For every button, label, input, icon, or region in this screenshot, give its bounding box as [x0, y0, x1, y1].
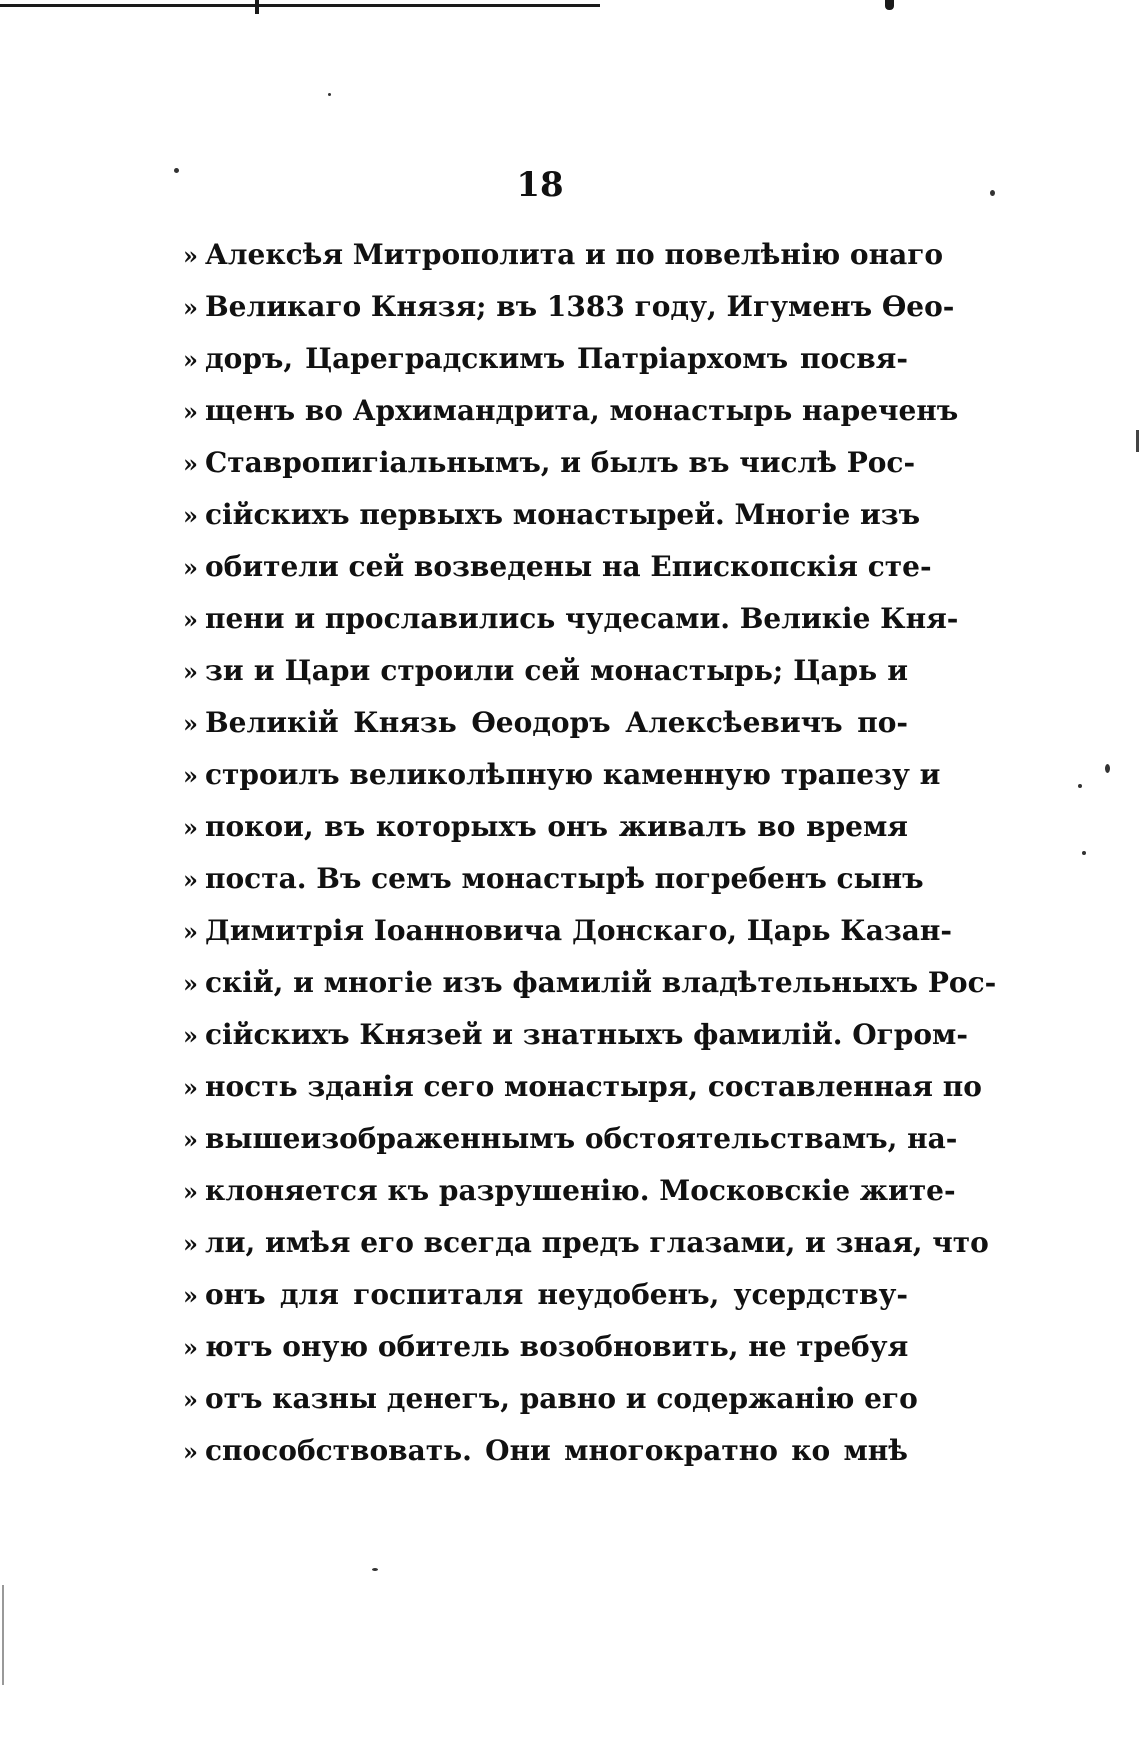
top-rule-tick — [255, 0, 259, 14]
ink-speck — [328, 93, 331, 96]
line-text: вышеизображеннымъ обстоятельствамъ, на- — [205, 1122, 958, 1155]
text-line — [183, 602, 959, 654]
corner-ink-mark — [885, 0, 894, 10]
ink-speck — [1105, 764, 1110, 773]
quote-mark: » — [183, 917, 198, 946]
line-text: покои, въ которыхъ онъ живалъ во время — [205, 810, 908, 843]
quote-mark: » — [183, 1021, 198, 1050]
quote-mark: » — [183, 813, 198, 842]
line-text: щенъ во Архимандрита, монастырь нареченъ — [205, 394, 959, 427]
quote-mark: » — [183, 345, 198, 374]
ink-speck — [1078, 784, 1082, 788]
text-line — [183, 1330, 908, 1382]
text-line — [183, 1278, 908, 1330]
line-text: ность зданія сего монастыря, составленная по — [205, 1070, 982, 1103]
text-line — [183, 966, 997, 1018]
ink-speck — [372, 1568, 378, 1571]
quote-mark: » — [183, 709, 198, 738]
quote-mark: » — [183, 1177, 198, 1206]
line-text: ли, имѣя его всегда предъ глазами, и зная, что — [205, 1226, 989, 1259]
text-line — [183, 810, 908, 862]
text-line — [183, 758, 941, 810]
text-line — [183, 1070, 982, 1122]
quote-mark: » — [183, 1229, 198, 1258]
quote-mark: » — [183, 1385, 198, 1414]
line-text: строилъ великолѣпную каменную трапезу и — [205, 758, 941, 791]
line-text: обители сей возведены на Епископскія сте- — [205, 550, 932, 583]
text-line — [183, 862, 924, 914]
line-text: Великаго Князя; въ 1383 году, Игуменъ Ѳео- — [205, 290, 955, 323]
body-text — [183, 238, 997, 1486]
quote-mark: » — [183, 865, 198, 894]
line-text: зи и Цари строили сей монастырь; Царь и — [205, 654, 908, 687]
quote-mark: » — [183, 501, 198, 530]
line-text: сійскихъ первыхъ монастырей. Многіе изъ — [205, 498, 921, 531]
quote-mark: » — [183, 1281, 198, 1310]
quote-mark: » — [183, 605, 198, 634]
text-line — [183, 1226, 989, 1278]
quote-mark: » — [183, 761, 198, 790]
line-text: онъ для госпиталя неудобенъ, усердству- — [205, 1278, 908, 1311]
quote-mark: » — [183, 969, 198, 998]
text-line — [183, 1122, 958, 1174]
ink-speck — [1082, 851, 1086, 855]
left-edge-mark — [2, 1585, 4, 1685]
line-text: клоняется къ разрушенію. Московскіе жите- — [205, 1174, 956, 1207]
text-line — [183, 1018, 968, 1070]
line-text: ютъ оную обитель возобновить, не требуя — [205, 1330, 909, 1363]
right-edge-mark — [1136, 430, 1139, 452]
text-line — [183, 1382, 918, 1434]
line-text: Алексѣя Митрополита и по повелѣнію онаго — [205, 238, 944, 271]
text-line — [183, 446, 916, 498]
line-text: сійскихъ Князей и знатныхъ фамилій. Огром- — [205, 1018, 968, 1051]
quote-mark: » — [183, 1333, 198, 1362]
line-text: доръ, Цареградскимъ Патріархомъ посвя- — [205, 342, 908, 375]
line-text: поста. Въ семъ монастырѣ погребенъ сынъ — [205, 862, 924, 895]
text-line — [183, 550, 932, 602]
quote-mark: » — [183, 1437, 198, 1466]
quote-mark: » — [183, 449, 198, 478]
quote-mark: » — [183, 293, 198, 322]
text-line — [183, 1434, 908, 1486]
quote-mark: » — [183, 553, 198, 582]
text-line — [183, 914, 953, 966]
line-text: Ставропигіальнымъ, и былъ въ числѣ Рос- — [205, 446, 916, 479]
text-line — [183, 498, 921, 550]
text-line — [183, 290, 955, 342]
text-line — [183, 1174, 956, 1226]
quote-mark: » — [183, 657, 198, 686]
top-rule-line — [0, 4, 600, 7]
line-text: способствовать. Они многократно ко мнѣ — [205, 1434, 908, 1467]
text-line — [183, 238, 944, 290]
quote-mark: » — [183, 1125, 198, 1154]
line-text: Димитрія Іоанновича Донскаго, Царь Казан- — [205, 914, 953, 947]
text-line — [183, 654, 908, 706]
text-line — [183, 342, 908, 394]
page-number: 18 — [516, 165, 564, 205]
line-text: Великій Князь Ѳеодоръ Алексѣевичъ по- — [205, 706, 908, 739]
quote-mark: » — [183, 1073, 198, 1102]
quote-mark: » — [183, 397, 198, 426]
line-text: пени и прославились чудесами. Великіе Кня- — [205, 602, 959, 635]
quote-mark: » — [183, 241, 198, 270]
line-text: отъ казны денегъ, равно и содержанію его — [205, 1382, 918, 1415]
text-line — [183, 706, 908, 758]
text-line — [183, 394, 959, 446]
line-text: скій, и многіе изъ фамилій владѣтельныхъ Рос- — [205, 966, 997, 999]
